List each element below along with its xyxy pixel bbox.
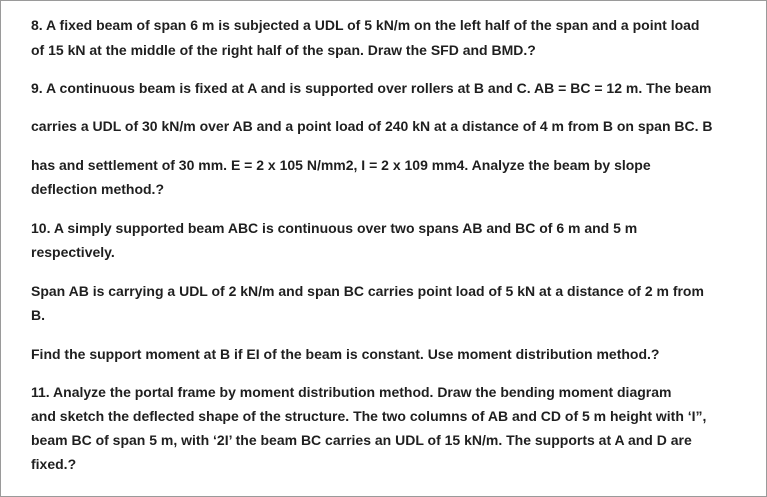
q11-line-4: fixed.? [31,456,77,472]
q10-line-2: respectively. [31,244,115,260]
q10-line-4: B. [31,307,45,323]
q11-line-2: and sketch the deflected shape of the structure. The two columns of AB and CD of 5 m height with ‘I”, [31,408,707,424]
q8-line-1: 8. A fixed beam of span 6 m is subjected a UDL of 5 kN/m on the left half of the span and a point load [31,17,700,33]
q9-line-2: carries a UDL of 30 kN/m over AB and a point load of 240 kN at a distance of 4 m from B on span BC. B [31,118,713,134]
q11-line-1: 11. Analyze the portal frame by moment distribution method. Draw the bending moment diagram [31,384,672,400]
q9-line-1: 9. A continuous beam is fixed at A and is supported over rollers at B and C. AB = BC = 12 m. The beam [31,80,712,96]
q8-line-2: of 15 kN at the middle of the right half of the span. Draw the SFD and BMD.? [31,42,536,58]
q9-line-3: has and settlement of 30 mm. E = 2 x 105 N/mm2, I = 2 x 109 mm4. Analyze the beam by slope [31,157,651,173]
q11-line-3: beam BC of span 5 m, with ‘2I’ the beam BC carries an UDL of 15 kN/m. The supports at A and D are [31,432,692,448]
q10-line-1: 10. A simply supported beam ABC is continuous over two spans AB and BC of 6 m and 5 m [31,220,638,236]
q10-line-3: Span AB is carrying a UDL of 2 kN/m and span BC carries point load of 5 kN at a distance of 2 m from [31,283,704,299]
q10-line-5: Find the support moment at B if EI of the beam is constant. Use moment distribution method.? [31,346,660,362]
q9-line-4: deflection method.? [31,181,164,197]
